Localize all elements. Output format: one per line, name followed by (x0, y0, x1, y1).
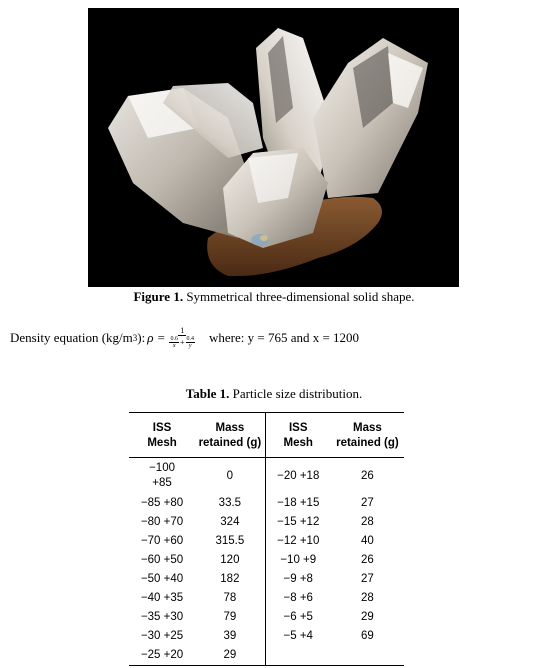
cell-mass-retained: 78 (195, 589, 265, 608)
cell-iss-mesh: −80 +70 (140, 516, 184, 528)
table-row (129, 646, 404, 666)
cell-iss-mesh: −85 +80 (140, 497, 184, 509)
cell-mass-retained (331, 646, 404, 666)
cell-mass-retained: 324 (195, 513, 265, 532)
cell-mass-retained: 69 (361, 630, 374, 642)
cell-mass-retained: 29 (195, 646, 265, 666)
cell-iss-mesh: −8 +6 (283, 592, 313, 604)
cell-mass-retained: 29 (361, 611, 374, 623)
table-header-row (129, 413, 404, 458)
table-row (129, 627, 404, 646)
table-caption-label: Table 1. (185, 386, 230, 401)
cell-iss-mesh: −25 +20 (129, 646, 195, 666)
cell-mass-retained: 39 (195, 627, 265, 646)
figure-caption (0, 289, 548, 305)
cell-mass-retained: 79 (195, 608, 265, 627)
term1-denominator: x (172, 343, 176, 349)
cell-mass-retained: 182 (195, 570, 265, 589)
table-row (129, 608, 404, 627)
figure-caption-text: Symmetrical three-dimensional solid shape. (186, 289, 415, 304)
cell-mass-retained: 0 (195, 458, 265, 495)
term1-numerator: 0.6 (170, 336, 178, 342)
table-row (129, 458, 404, 495)
cell-iss-mesh: −6 +5 (283, 611, 313, 623)
table-caption (0, 386, 548, 402)
cell-mass-retained: 27 (361, 497, 374, 509)
equation-denominator (169, 336, 195, 349)
cell-iss-mesh: −50 +40 (140, 573, 184, 585)
cell-iss-mesh: −30 +25 (140, 630, 184, 642)
header-iss-mesh-2: ISS Mesh (283, 422, 313, 449)
cell-mass-retained: 315.5 (195, 532, 265, 551)
equation-symbol: ρ = (147, 329, 166, 345)
equation-fraction (169, 326, 195, 349)
cell-iss-mesh: −9 +8 (283, 573, 313, 585)
cell-iss-mesh: −60 +50 (140, 554, 184, 566)
equation-numerator: 1 (180, 326, 185, 335)
table-caption-text: Particle size distribution. (232, 386, 363, 401)
density-equation (10, 326, 359, 349)
figure-caption-label: Figure 1. (133, 289, 184, 304)
equation-term2 (186, 336, 196, 349)
crystal-photo (88, 8, 459, 287)
cell-iss-mesh: −40 +35 (140, 592, 184, 604)
term2-denominator: y (188, 343, 192, 349)
cell-mass-retained: 26 (361, 469, 374, 482)
table-row (129, 570, 404, 589)
cell-iss-mesh: −100 +85 (149, 462, 175, 489)
particle-size-table (129, 412, 404, 666)
cell-mass-retained: 28 (361, 516, 374, 528)
cell-iss-mesh: −12 +10 (277, 535, 320, 547)
cell-mass-retained: 28 (361, 592, 374, 604)
equation-term1 (169, 336, 179, 349)
table-row (129, 513, 404, 532)
equation-plus: + (179, 337, 185, 347)
equation-where: where: y = 765 and x = 1200 (209, 329, 360, 345)
header-iss-mesh-1: ISS Mesh (147, 422, 177, 449)
header-mass-retained-1: Mass retained (g) (195, 413, 265, 458)
cell-mass-retained: 40 (361, 535, 374, 547)
cell-iss-mesh: −20 +18 (277, 469, 320, 482)
cell-mass-retained: 27 (361, 573, 374, 585)
cell-iss-mesh: −18 +15 (277, 497, 320, 509)
cell-iss-mesh (265, 646, 331, 666)
header-mass-retained-2: Mass retained (g) (336, 422, 399, 449)
cell-mass-retained: 26 (361, 554, 374, 566)
cell-iss-mesh: −10 +9 (280, 554, 317, 566)
cell-iss-mesh: −5 +4 (283, 630, 313, 642)
equation-tail: ): (137, 329, 146, 345)
table-row (129, 532, 404, 551)
equation-sup: 3 (132, 332, 138, 343)
cell-mass-retained: 120 (195, 551, 265, 570)
cell-iss-mesh: −70 +60 (140, 535, 184, 547)
table-row (129, 589, 404, 608)
cell-mass-retained: 33.5 (195, 494, 265, 513)
equation-lead: Density equation (kg/m (10, 329, 133, 345)
table-row (129, 494, 404, 513)
term2-numerator: 0.4 (186, 336, 194, 342)
cell-iss-mesh: −35 +30 (140, 611, 184, 623)
table-row (129, 551, 404, 570)
cell-iss-mesh: −15 +12 (277, 516, 320, 528)
